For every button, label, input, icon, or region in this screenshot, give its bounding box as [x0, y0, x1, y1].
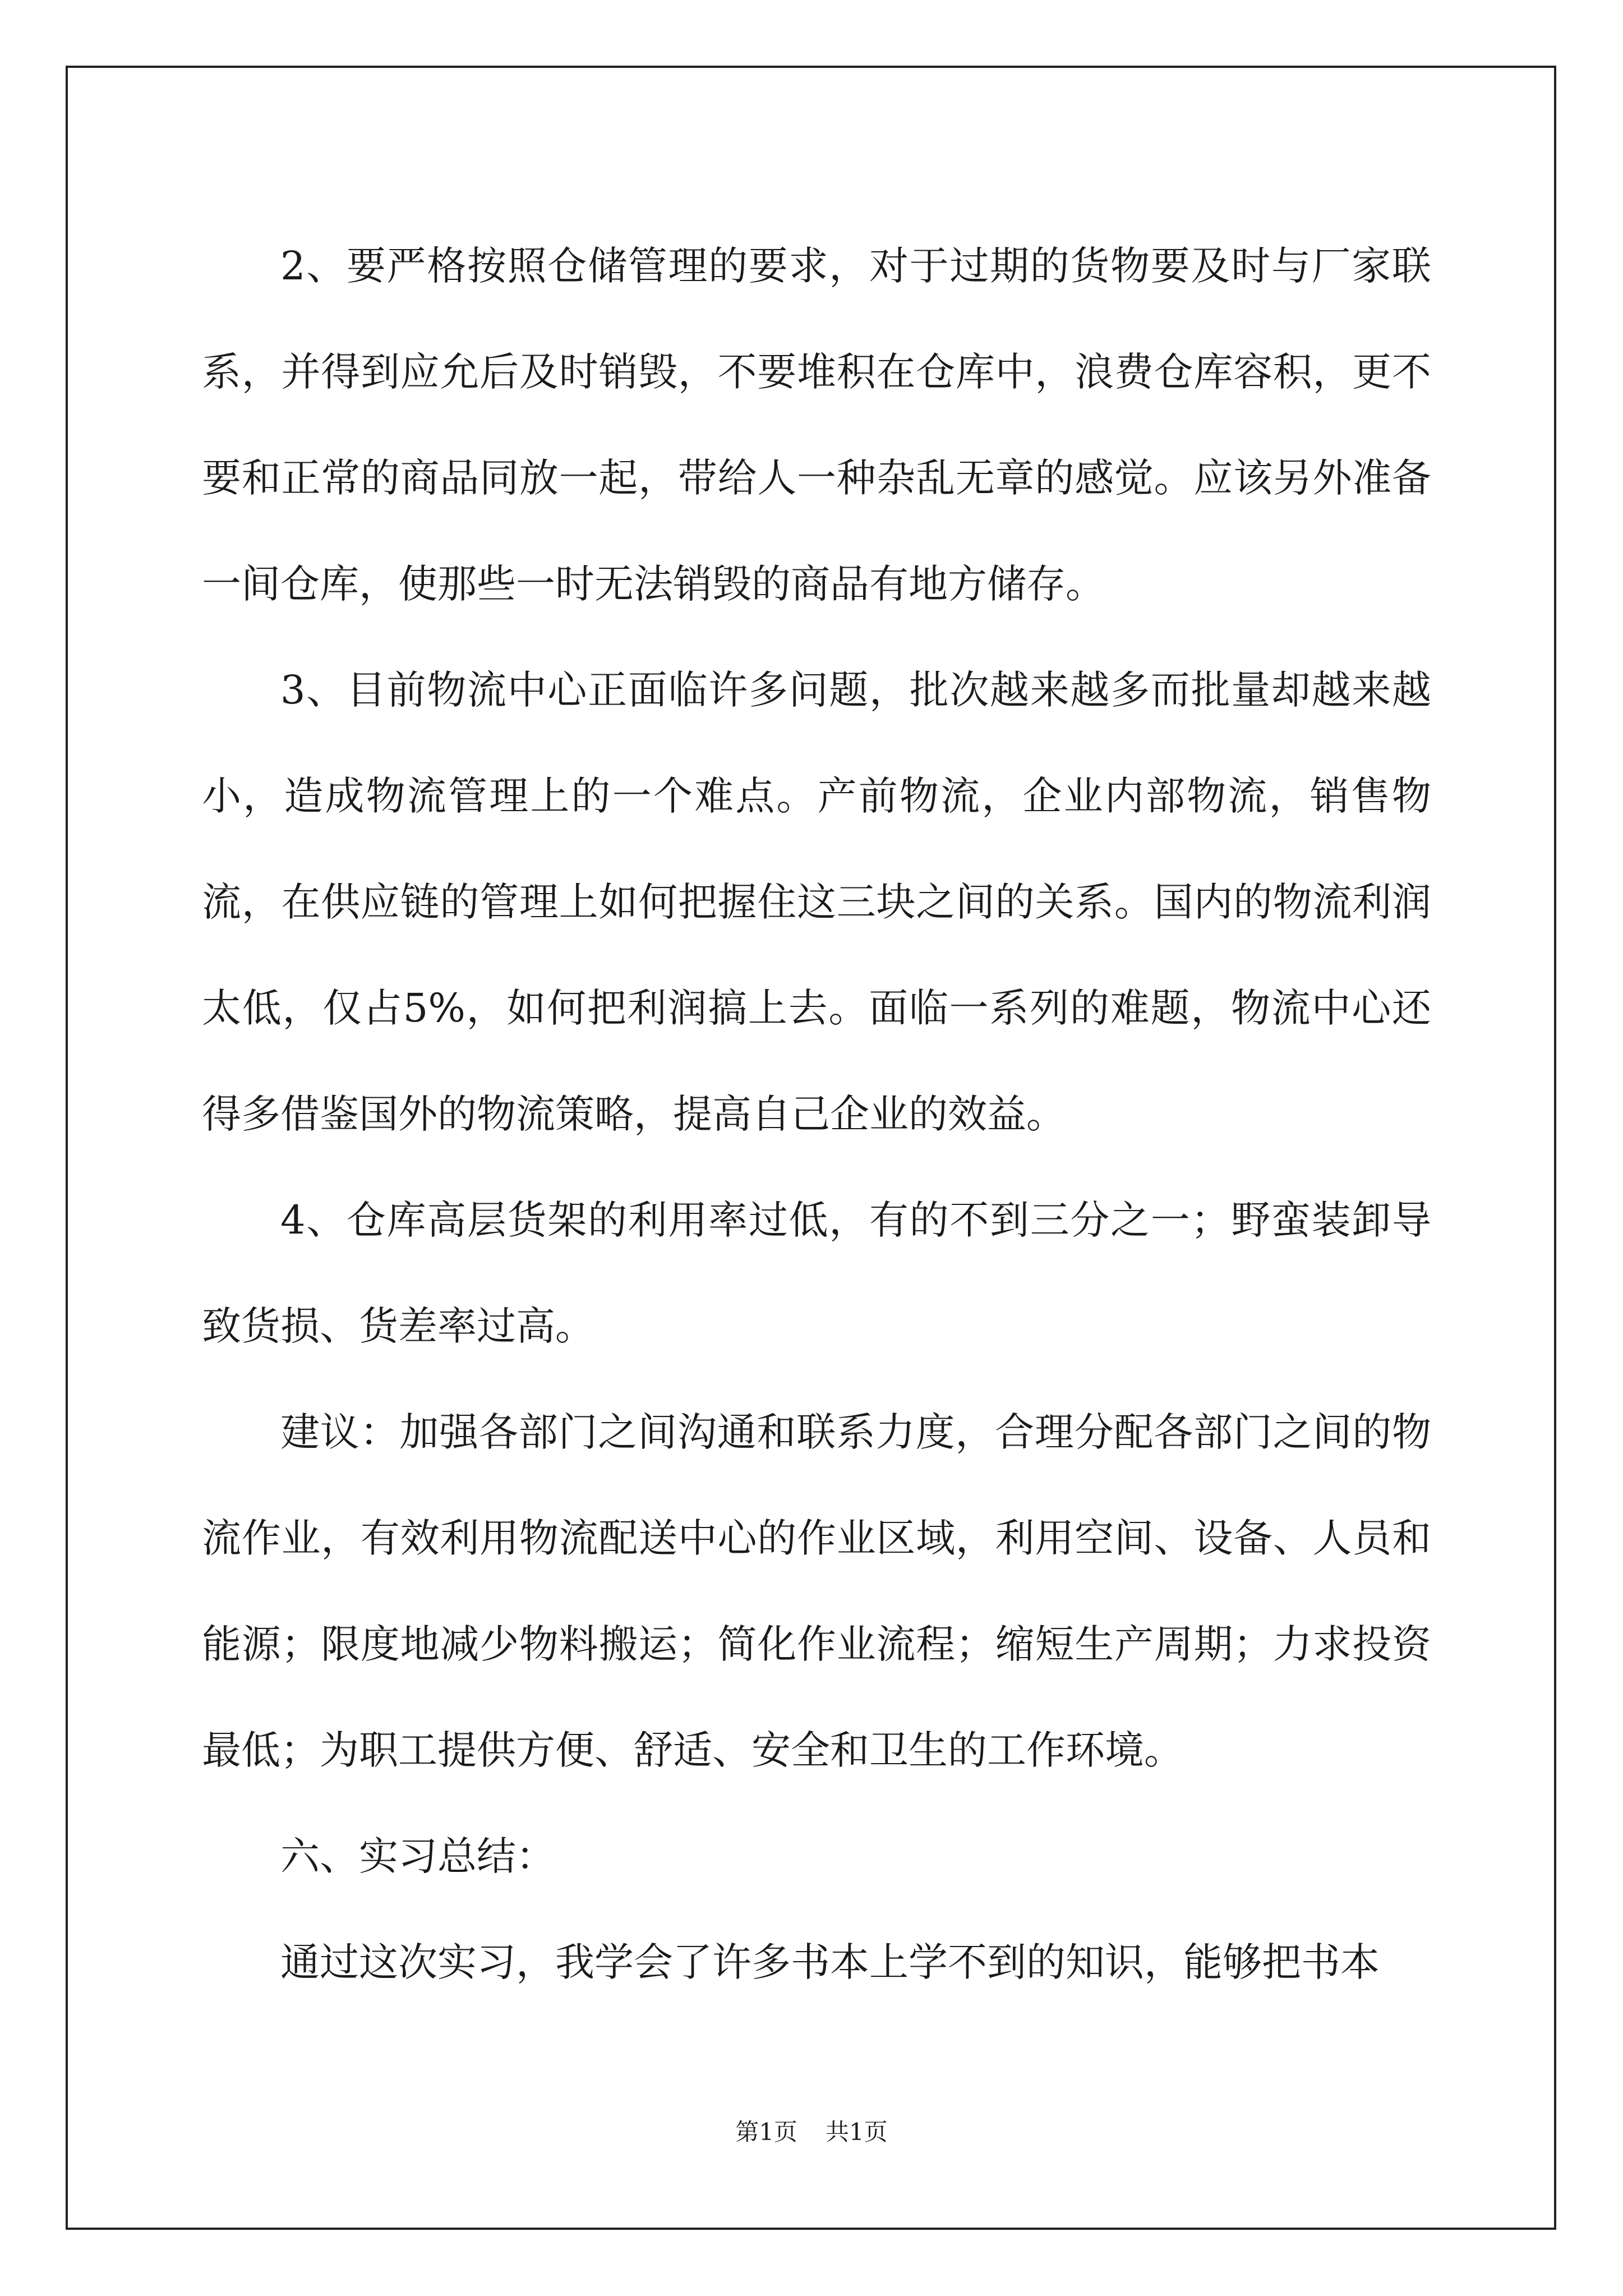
page-number-total: 共1页 — [826, 2118, 888, 2146]
paragraph-item-2: 2、要严格按照仓储管理的要求，对于过期的货物要及时与厂家联系，并得到应允后及时销毁，不要堆积在仓库中，浪费仓库容积，更不要和正常的商品同放一起，带给人一种杂乱无章的感觉。应该另外准备一间仓库，使那些一时无法销毁的商品有地方储存。 — [202, 243, 1431, 607]
paragraph-suggestion: 建议：加强各部门之间沟通和联系力度，合理分配各部门之间的物流作业，有效利用物流配送中心的作业区域，利用空间、设备、人员和能源；限度地减少物料搬运；简化作业流程；缩短生产周期；力求投资最低；为职工提供方便、舒适、安全和卫生的工作环境。 — [202, 1409, 1431, 1773]
page-footer — [0, 2114, 1623, 2147]
page-number-current: 第1页 — [735, 2118, 797, 2146]
section-heading-internship-summary: 六、实习总结： — [280, 1833, 555, 1879]
paragraph-item-4: 4、仓库高层货架的利用率过低，有的不到三分之一；野蛮装卸导致货损、货差率过高。 — [202, 1197, 1431, 1349]
paragraph-summary: 通过这次实习，我学会了许多书本上学不到的知识，能够把书本 — [280, 1939, 1380, 1985]
document-body — [202, 213, 1431, 2016]
paragraph-item-3: 3、目前物流中心正面临许多问题，批次越来越多而批量却越来越小，造成物流管理上的一个难点。产前物流，企业内部物流，销售物流，在供应链的管理上如何把握住这三块之间的关系。国内的物流利润太低，仅占5%，如何把利润搞上去。面临一系列的难题，物流中心还得多借鉴国外的物流策略，提高自己企业的效益。 — [202, 667, 1431, 1137]
